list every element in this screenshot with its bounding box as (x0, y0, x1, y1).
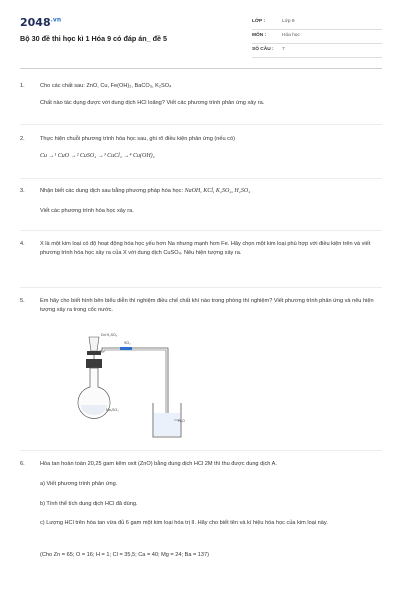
question-text-line (40, 187, 380, 196)
meta-label: MÔN : (252, 33, 267, 38)
meta-label: SỐ CÂU : (252, 47, 274, 52)
funnel-stopcock (87, 351, 101, 355)
logo-main: 2048 (20, 16, 51, 29)
question-text: Thực hiện chuỗi phương trình hóa học sau, ghi rõ điều kiện phản ứng (nếu có) (40, 136, 235, 142)
part-b: b) Tính thể tích dung dịch HCl đã dùng. (40, 501, 138, 507)
question-divider (20, 287, 382, 288)
document-header (20, 12, 382, 64)
question-subtext: Viết các phương trình hóa học xảy ra. (40, 208, 134, 214)
water-label: H₂O (178, 419, 185, 423)
dropping-funnel (89, 337, 99, 351)
part-c: c) Lượng HCl trên hòa tan vừa đủ 6 gam một kim loại hóa trị II. Hãy cho biết tên và kí hiệu hóa học của kim loại này. (40, 520, 328, 526)
question-number: 1. (20, 83, 25, 89)
question-6 (20, 460, 382, 570)
meta-row-count (252, 44, 382, 58)
reaction-chain: Cu →¹ CuO →² CuSO₄ →³ CuCl₂ →⁴ Cu(OH)₂ (40, 153, 155, 159)
question-text: Cho các chất sau: ZnO, Cu, Fe(OH)₂, BaCO₃, K₂SO₄ (40, 83, 172, 89)
question-number: 2. (20, 136, 25, 142)
question-text: Hòa tan hoàn toàn 20,25 gam kẽm oxit (ZnO) bằng dung dịch HCl 2M thì thu được dung dịch A. (40, 461, 277, 467)
question-text: Nhận biết các dung dịch sau bằng phương pháp hóa học: (40, 188, 184, 194)
question-divider (20, 124, 382, 125)
meta-row-class (252, 16, 382, 30)
question-divider (20, 230, 382, 231)
document-title: Bộ 30 đề thi học kì 1 Hóa 9 có đáp án_ đề 5 (20, 34, 167, 43)
formula-list: NaOH, KCl, K₂SO₄, H₂SO₄ (184, 188, 251, 194)
question-number: 4. (20, 241, 25, 247)
question-divider (20, 178, 382, 179)
question-text: Em hãy cho biết hình bên biểu diễn thí nghiệm điều chế chất khí nào trong phòng thí nghiệm? Viết phương trình phản ứng và nêu hiện tượng xảy ra trong cốc nước. (40, 298, 374, 313)
acid-label: Dd H₂SO₄ (101, 333, 118, 337)
question-2 (20, 135, 382, 165)
meta-table (252, 16, 382, 58)
site-logo[interactable] (20, 16, 61, 29)
meta-value: Hóa học (282, 33, 300, 38)
salt-label: Na₂SO₃ (106, 408, 119, 412)
question-number: 6. (20, 461, 25, 467)
question-5 (20, 297, 382, 319)
question-subtext: Chất nào tác dụng được với dung dịch HCl loãng? Viết các phương trình phản ứng xảy ra. (40, 100, 265, 106)
question-divider (20, 450, 382, 451)
meta-label: LỚP : (252, 19, 266, 24)
question-3 (20, 187, 382, 217)
given-values: (Cho Zn = 65; O = 16; H = 1; Cl = 35,5; Ca = 40; Mg = 24; Ba = 137) (40, 552, 209, 558)
stopper (86, 359, 102, 368)
experiment-diagram (68, 327, 188, 442)
logo-tld: .vn (50, 16, 62, 24)
question-number: 5. (20, 298, 25, 304)
gas-indicator (120, 347, 132, 350)
gas-label: SO₂ (124, 341, 131, 345)
question-1 (20, 82, 382, 112)
question-text: X là một kim loại có độ hoạt động hóa học yếu hơn Na nhưng mạnh hơn Fe. Hãy chọn một kim loại phù hợp với điều kiện trên và viết phương trình hóa học xảy ra của X với dung dịch CuSO₄. Nêu hiện tượng xảy ra. (40, 241, 371, 256)
header-divider (20, 68, 382, 69)
beaker-water (154, 413, 180, 436)
meta-value: Lớp 9 (282, 19, 295, 24)
question-number: 3. (20, 188, 25, 194)
question-4 (20, 240, 382, 274)
meta-value: 7 (282, 47, 285, 52)
meta-row-subject (252, 30, 382, 44)
part-a: a) Viết phương trình phản ứng. (40, 481, 118, 487)
